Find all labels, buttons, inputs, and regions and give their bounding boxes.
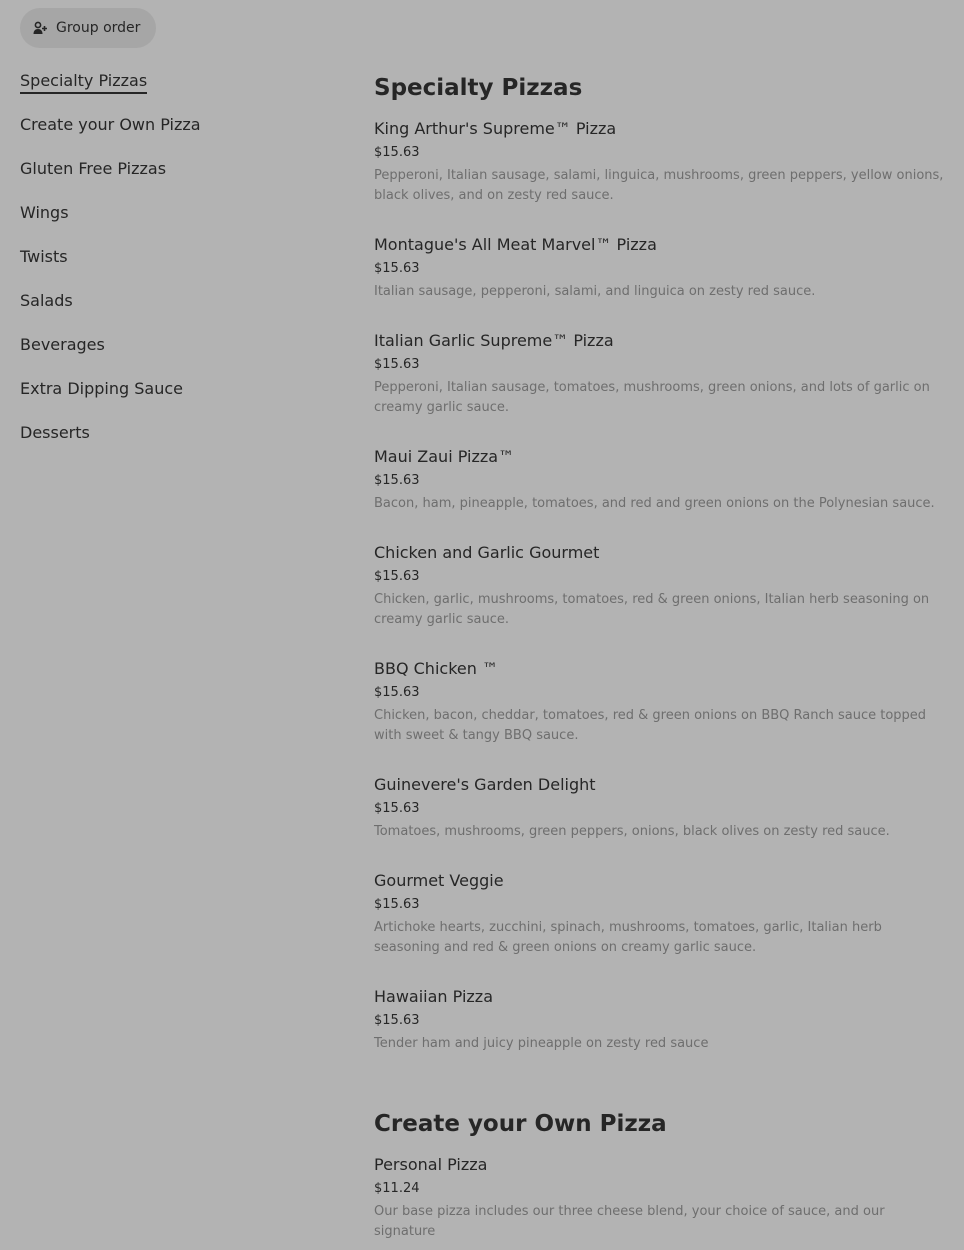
item-description: Italian sausage, pepperoni, salami, and linguica on zesty red sauce.	[374, 284, 816, 299]
item-name: BBQ Chicken ™	[374, 659, 498, 678]
item-name: Hawaiian Pizza	[374, 987, 493, 1006]
menu-item[interactable]	[374, 986, 944, 1054]
menu-item[interactable]	[374, 870, 944, 958]
sidebar-item-wings[interactable]	[20, 198, 320, 242]
menu-item[interactable]	[374, 234, 944, 302]
sidebar-item-label: Gluten Free Pizzas	[20, 159, 167, 178]
menu-item[interactable]	[374, 658, 944, 746]
section-specialty-pizzas	[374, 70, 944, 1054]
item-price: $15.63	[374, 357, 420, 372]
sidebar-item-label: Salads	[20, 291, 73, 310]
sidebar-item-specialty-pizzas[interactable]	[20, 66, 320, 110]
category-sidebar	[20, 66, 320, 462]
sidebar-item-label: Extra Dipping Sauce	[20, 379, 183, 398]
group-order-label: Group order	[56, 20, 141, 36]
item-name: King Arthur's Supreme™ Pizza	[374, 119, 617, 138]
item-price: $15.63	[374, 569, 420, 584]
section-create-your-own-pizza	[374, 1106, 944, 1242]
item-name: Gourmet Veggie	[374, 871, 504, 890]
item-description: Tender ham and juicy pineapple on zesty red sauce	[374, 1036, 709, 1051]
sidebar-item-twists[interactable]	[20, 242, 320, 286]
item-name: Chicken and Garlic Gourmet	[374, 543, 600, 562]
item-price: $15.63	[374, 1013, 420, 1028]
group-order-button[interactable]	[20, 8, 156, 48]
item-name: Personal Pizza	[374, 1155, 488, 1174]
item-description: Chicken, garlic, mushrooms, tomatoes, red & green onions, Italian herb seasoning on creamy garlic sauce.	[374, 592, 930, 627]
sidebar-item-extra-dipping-sauce[interactable]	[20, 374, 320, 418]
item-price: $15.63	[374, 261, 420, 276]
person-add-icon	[32, 20, 48, 36]
menu-item[interactable]	[374, 446, 944, 514]
menu-item[interactable]	[374, 1154, 944, 1242]
item-name: Italian Garlic Supreme™ Pizza	[374, 331, 614, 350]
sidebar-item-salads[interactable]	[20, 286, 320, 330]
item-description: Tomatoes, mushrooms, green peppers, onions, black olives on zesty red sauce.	[374, 824, 890, 839]
sidebar-item-label: Desserts	[20, 423, 90, 442]
item-name: Guinevere's Garden Delight	[374, 775, 596, 794]
item-name: Montague's All Meat Marvel™ Pizza	[374, 235, 657, 254]
sidebar-item-create-your-own-pizza[interactable]	[20, 110, 320, 154]
sidebar-item-desserts[interactable]	[20, 418, 320, 462]
item-description: Chicken, bacon, cheddar, tomatoes, red & green onions on BBQ Ranch sauce topped with sweet & tangy BBQ sauce.	[374, 708, 927, 743]
menu-item[interactable]	[374, 330, 944, 418]
item-price: $15.63	[374, 897, 420, 912]
menu-main	[374, 70, 944, 1242]
item-price: $15.63	[374, 801, 420, 816]
sidebar-item-label: Wings	[20, 203, 69, 222]
sidebar-item-gluten-free-pizzas[interactable]	[20, 154, 320, 198]
item-description: Our base pizza includes our three cheese blend, your choice of sauce, and our signature	[374, 1204, 885, 1239]
section-title: Create your Own Pizza	[374, 1111, 667, 1137]
item-name: Maui Zaui Pizza™	[374, 447, 515, 466]
sidebar-item-label: Create your Own Pizza	[20, 115, 201, 134]
menu-item[interactable]	[374, 118, 944, 206]
sidebar-item-beverages[interactable]	[20, 330, 320, 374]
section-title: Specialty Pizzas	[374, 75, 583, 101]
item-description: Pepperoni, Italian sausage, salami, linguica, mushrooms, green peppers, yellow onions, black olives, and on zesty red sauce.	[374, 168, 944, 203]
menu-item[interactable]	[374, 774, 944, 842]
item-description: Artichoke hearts, zucchini, spinach, mushrooms, tomatoes, garlic, Italian herb seasoning and red & green onions on creamy garlic sauce.	[374, 920, 882, 955]
menu-item[interactable]	[374, 542, 944, 630]
sidebar-item-label: Twists	[20, 247, 68, 266]
item-description: Pepperoni, Italian sausage, tomatoes, mushrooms, green onions, and lots of garlic on creamy garlic sauce.	[374, 380, 930, 415]
item-price: $11.24	[374, 1181, 420, 1196]
item-price: $15.63	[374, 473, 420, 488]
sidebar-item-label: Specialty Pizzas	[20, 71, 147, 94]
item-description: Bacon, ham, pineapple, tomatoes, and red and green onions on the Polynesian sauce.	[374, 496, 935, 511]
item-price: $15.63	[374, 145, 420, 160]
item-price: $15.63	[374, 685, 420, 700]
sidebar-item-label: Beverages	[20, 335, 105, 354]
